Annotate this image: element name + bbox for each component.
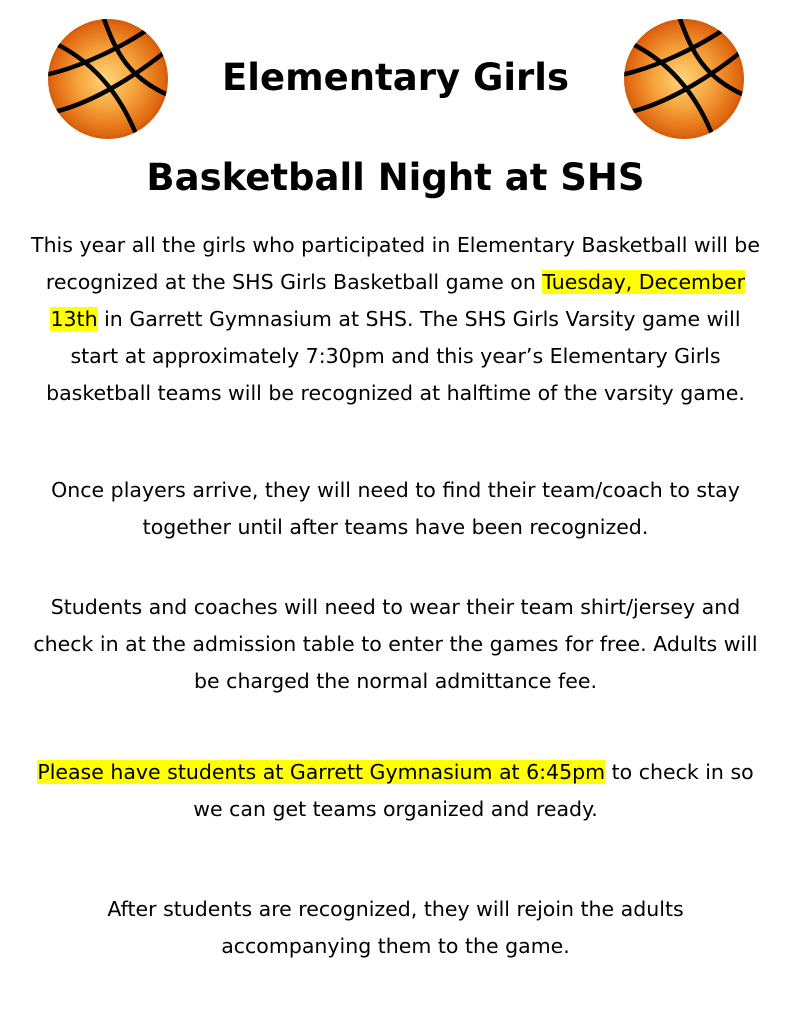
flyer-title-line2: Basketball Night at SHS — [146, 156, 645, 199]
paragraph-recognition-text: This year all the girls who participated in Elementary Basketball will be recognized at the SHS Girls Basketball game on — [31, 233, 760, 294]
paragraph-checkin — [30, 754, 761, 828]
paragraph-recognition-text-end: in Garrett Gymnasium at SHS. The SHS Girls Varsity game will start at approximately 7:30pm and this year’s Elementary Girls basketball teams will be recognized at halftime of the varsity game. — [46, 307, 745, 405]
highlight-date: Tuesday, December 13th — [50, 270, 746, 331]
highlight-checkin-time: Please have students at Garrett Gymnasium at 6:45pm — [37, 760, 606, 784]
flyer-title-line1: Elementary Girls — [222, 56, 569, 99]
paragraph-recognition — [30, 227, 761, 412]
paragraph-admission: Students and coaches will need to wear their team shirt/jersey and check in at the admission table to enter the games for free. Adults will be charged the normal admittance fee. — [33, 595, 758, 693]
paragraph-after: After students are recognized, they will rejoin the adults accompanying them to the game. — [107, 897, 684, 958]
paragraph-arrival: Once players arrive, they will need to find their team/coach to stay together until after teams have been recognized. — [51, 478, 740, 539]
paragraph-checkin-text: to check in so we can get teams organized and ready. — [193, 760, 754, 821]
